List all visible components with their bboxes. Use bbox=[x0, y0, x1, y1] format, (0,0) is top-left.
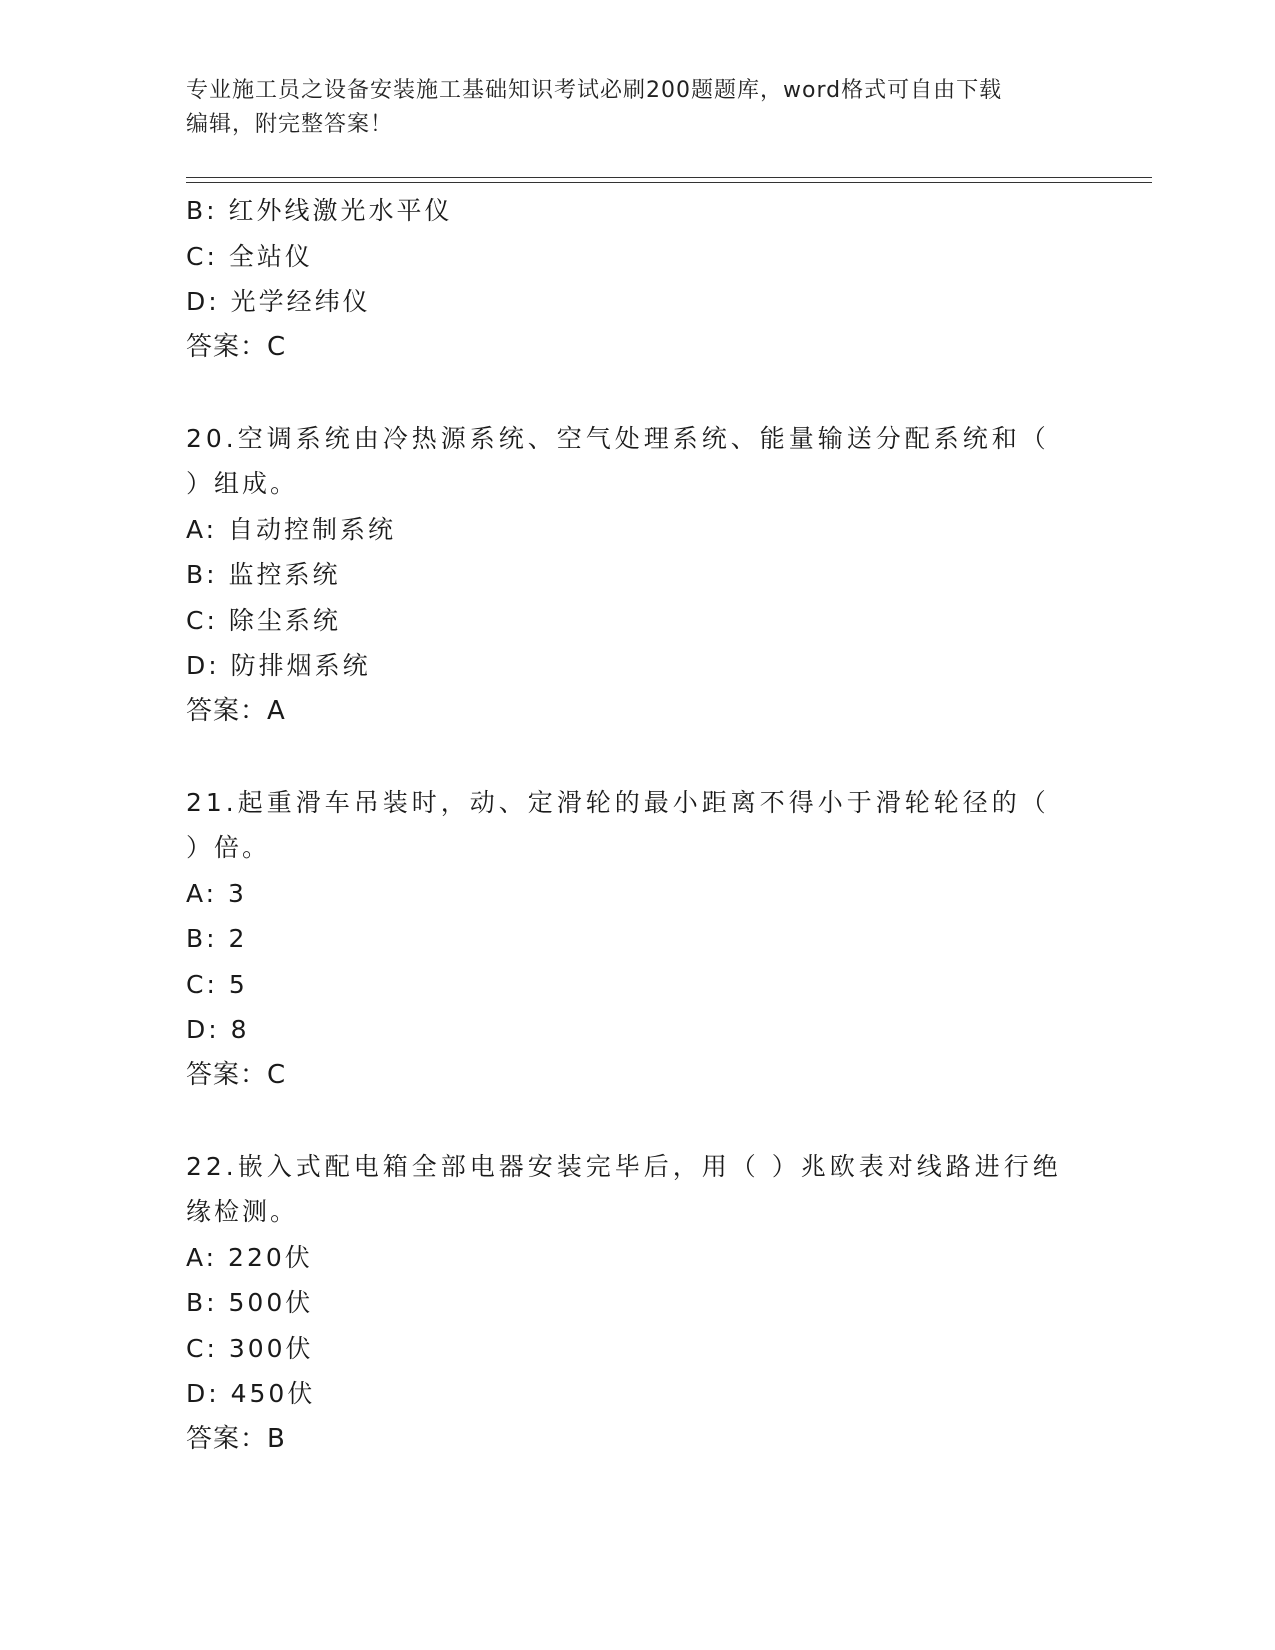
option-c: C: 300伏 bbox=[186, 1333, 314, 1363]
question-20 bbox=[186, 416, 1086, 735]
answer-line: 答案：A bbox=[186, 695, 286, 726]
answer-line: 答案：B bbox=[186, 1423, 286, 1454]
option-c: C: 全站仪 bbox=[186, 241, 313, 271]
option-a: A: 3 bbox=[186, 878, 247, 908]
option-d: D: 光学经纬仪 bbox=[186, 287, 371, 316]
question-list bbox=[186, 188, 1086, 1462]
question-19-partial bbox=[186, 188, 1086, 370]
option-b: B: 红外线激光水平仪 bbox=[186, 196, 453, 225]
answer-line: 答案：C bbox=[186, 1059, 287, 1090]
header-title-line-1: 专业施工员之设备安装施工基础知识考试必刷200题题库，word格式可自由下载 bbox=[186, 78, 1003, 103]
question-stem-line-2: ）组成。 bbox=[186, 469, 299, 498]
question-22 bbox=[186, 1144, 1086, 1463]
option-b: B: 500伏 bbox=[186, 1288, 314, 1317]
spacer bbox=[186, 370, 1086, 416]
question-stem-line-2: ）倍。 bbox=[186, 833, 271, 862]
question-stem-line-1: 21.起重滑车吊装时，动、定滑轮的最小距离不得小于滑轮轮径的（ bbox=[186, 787, 1050, 817]
option-d: D: 防排烟系统 bbox=[186, 651, 371, 680]
question-stem-line-1: 22.嵌入式配电箱全部电器安装完毕后，用（ ）兆欧表对线路进行绝 bbox=[186, 1151, 1062, 1181]
option-d: D: 8 bbox=[186, 1015, 250, 1044]
option-b: B: 监控系统 bbox=[186, 560, 341, 589]
header-divider-bottom bbox=[186, 182, 1152, 183]
question-21 bbox=[186, 780, 1086, 1099]
header-title-line-2: 编辑，附完整答案！ bbox=[186, 112, 394, 137]
option-a: A: 自动控制系统 bbox=[186, 514, 397, 544]
answer-line: 答案：C bbox=[186, 331, 287, 362]
question-stem-line-2: 缘检测。 bbox=[186, 1197, 299, 1226]
option-a: A: 220伏 bbox=[186, 1242, 313, 1272]
option-d: D: 450伏 bbox=[186, 1379, 316, 1408]
spacer bbox=[186, 734, 1086, 780]
document-header bbox=[186, 74, 1066, 142]
header-divider-top bbox=[186, 177, 1152, 178]
option-b: B: 2 bbox=[186, 924, 248, 953]
option-c: C: 除尘系统 bbox=[186, 605, 341, 635]
option-c: C: 5 bbox=[186, 969, 248, 999]
question-stem-line-1: 20.空调系统由冷热源系统、空气处理系统、能量输送分配系统和（ bbox=[186, 423, 1050, 453]
spacer bbox=[186, 1098, 1086, 1144]
